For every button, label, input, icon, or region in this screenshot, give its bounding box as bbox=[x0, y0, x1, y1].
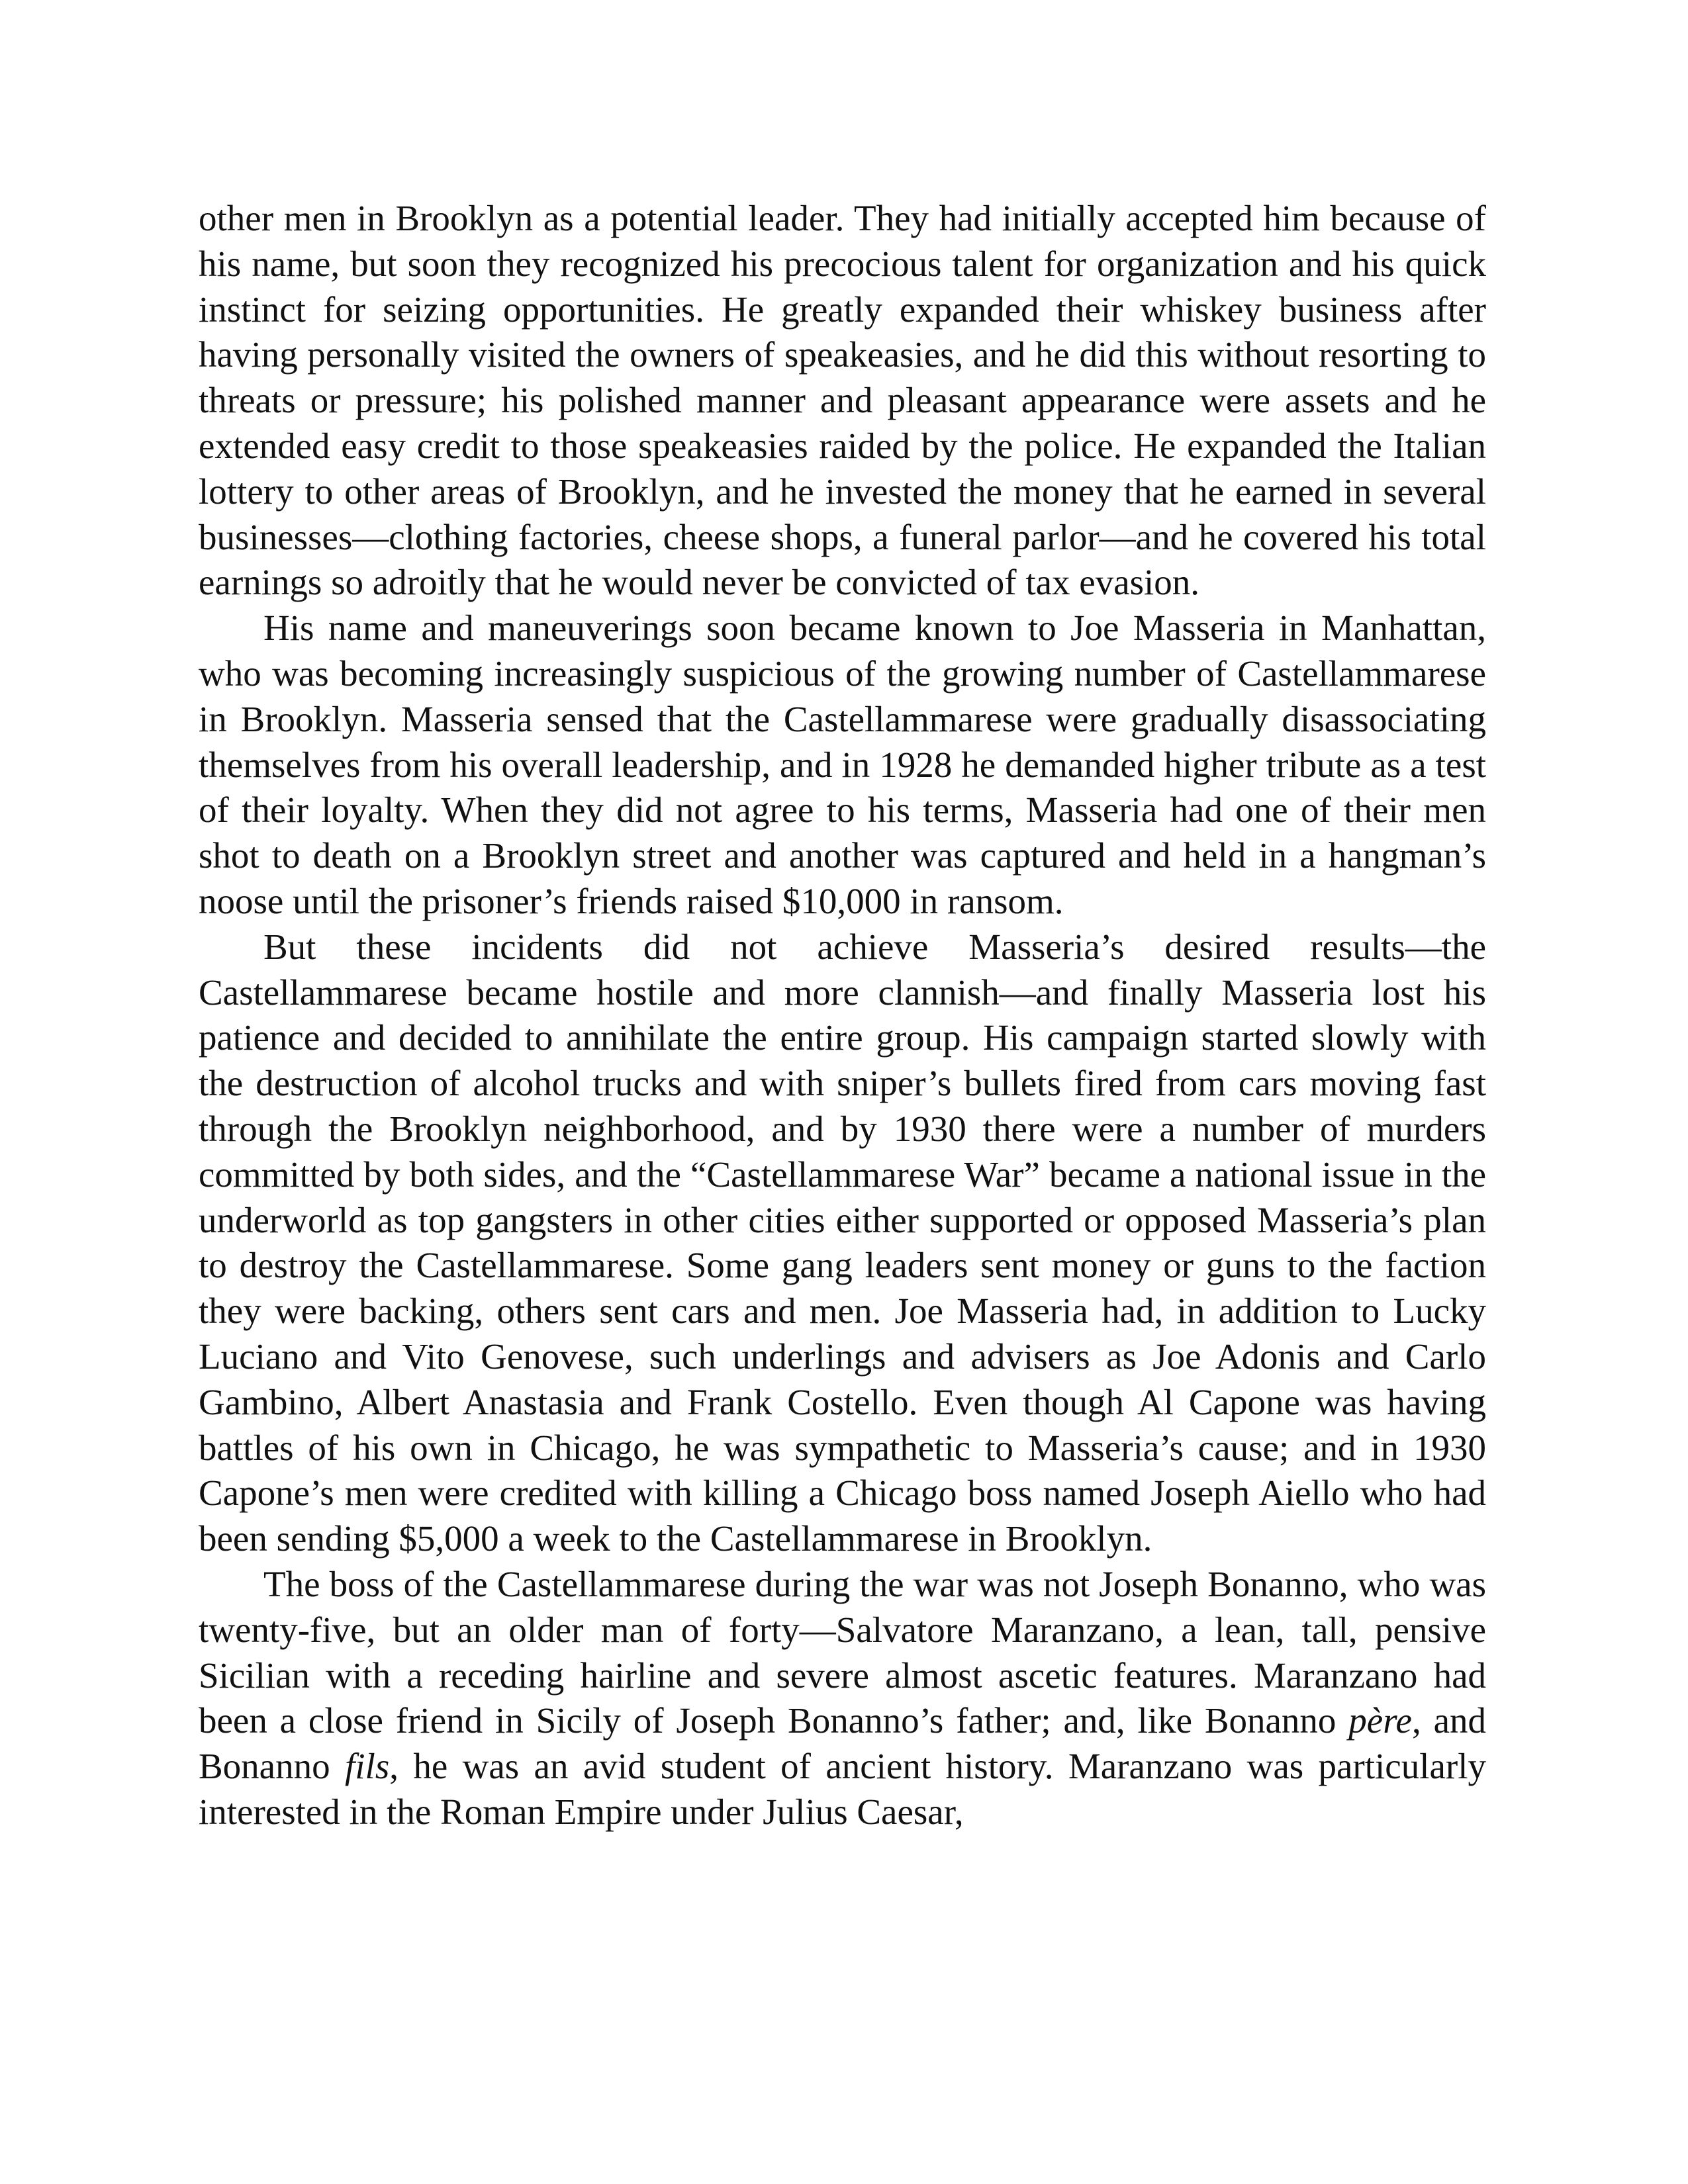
book-page-body bbox=[199, 196, 1486, 1835]
paragraph-text: , and Bonanno bbox=[199, 1700, 1486, 1787]
paragraph-text: His name and maneuverings soon became known to Joe Masseria in Manhattan, who was becoming increasingly suspicious of the growing number of Castellammarese in Brooklyn. Masseria sensed that the Castellammarese were gradually disassociating themselves from his overall leadership, and in 1928 he demanded higher tribute as a test of their loyalty. When they did not agree to his terms, Masseria had one of their men shot to death on a Brooklyn street and another was captured and held in a hangman’s noose until the prisoner’s friends raised $10,000 in ransom. bbox=[199, 608, 1486, 921]
italic-term-pere: père bbox=[1348, 1700, 1412, 1741]
paragraph-text: But these incidents did not achieve Masseria’s desired results—the Castellammarese became hostile and more clannish—and finally Masseria lost his patience and decided to annihilate the entire group. His campaign started slowly with the destruction of alcohol trucks and with sniper’s bullets fired from cars moving fast through the Brooklyn neighborhood, and by 1930 there were a number of murders committed by both sides, and the “Castellammarese War” became a national issue in the underworld as top gangsters in other cities either supported or opposed Masseria’s plan to destroy the Castellammarese. Some gang leaders sent money or guns to the faction they were backing, others sent cars and men. Joe Masseria had, in addition to Lucky Luciano and Vito Genovese, such underlings and advisers as Joe Adonis and Carlo Gambino, Albert Anastasia and Frank Costello. Even though Al Capone was having battles of his own in Chicago, he was sympathetic to Masseria’s cause; and in 1930 Capone’s men were credited with killing a Chicago boss named Joseph Aiello who had been sending $5,000 a week to the Castellammarese in Brooklyn. bbox=[199, 926, 1486, 1559]
paragraph bbox=[199, 925, 1486, 1562]
paragraph bbox=[199, 1562, 1486, 1835]
italic-term-fils: fils bbox=[344, 1746, 390, 1787]
paragraph-text: The boss of the Castellammarese during the war was not Joseph Bonanno, who was twenty-five, but an older man of forty—Salvatore Maranzano, a lean, tall, pensive Sicilian with a receding hairline and severe almost ascetic features. Maranzano had been a close friend in Sicily of Joseph Bonanno’s father; and, like Bonanno bbox=[199, 1563, 1486, 1741]
paragraph-text: other men in Brooklyn as a potential leader. They had initially accepted him because of his name, but soon they recognized his precocious talent for organization and his quick instinct for seizing opportunities. He greatly expanded their whiskey business after having personally visited the owners of speakeasies, and he did this without resorting to threats or pressure; his polished manner and pleasant appearance were assets and he extended easy credit to those speakeasies raided by the police. He expanded the Italian lottery to other areas of Brooklyn, and he invested the money that he earned in several businesses—clothing factories, cheese shops, a funeral parlor—and he covered his total earnings so adroitly that he would never be convicted of tax evasion. bbox=[199, 198, 1486, 603]
paragraph-text: , he was an avid student of ancient history. Maranzano was particularly interested in the Roman Empire under Julius Caesar, bbox=[199, 1746, 1486, 1832]
paragraph bbox=[199, 196, 1486, 606]
paragraph bbox=[199, 606, 1486, 925]
